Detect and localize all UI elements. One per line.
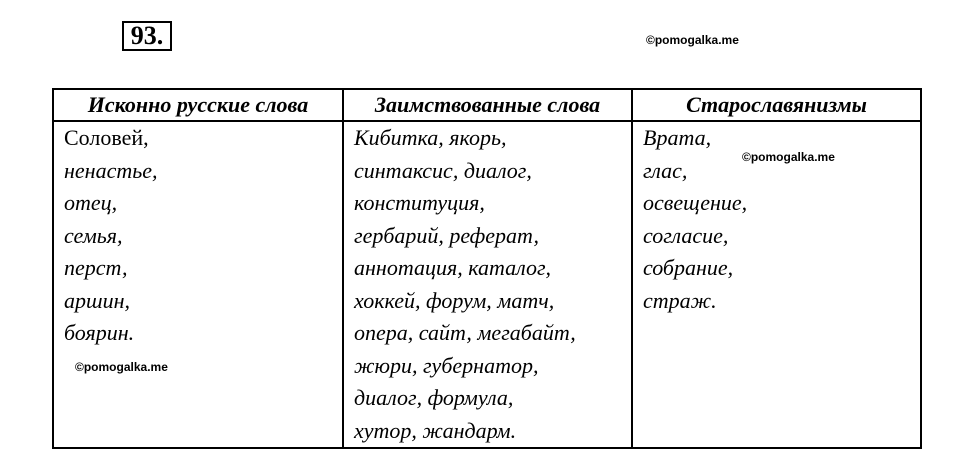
- column-header-native-russian: Исконно русские слова: [53, 89, 343, 121]
- borrowed-cell: [343, 121, 632, 448]
- word-line: Соловей,: [64, 125, 149, 150]
- word-line: синтаксис, диалог,: [354, 157, 532, 183]
- watermark: ©pomogalka.me: [646, 33, 739, 47]
- words-table: [52, 88, 922, 449]
- native-russian-cell: [53, 121, 343, 448]
- task-number: 93.: [122, 21, 172, 51]
- column-header-borrowed: Заимствованные слова: [343, 89, 632, 121]
- word-line: Кибитка, якорь,: [354, 125, 507, 150]
- word-line: гербарий, реферат,: [354, 222, 539, 248]
- watermark: ©pomogalka.me: [75, 360, 168, 374]
- watermark: ©pomogalka.me: [742, 150, 835, 164]
- word-line: отец,: [64, 190, 118, 215]
- word-line: опера, сайт, мегабайт,: [354, 320, 576, 345]
- column-header-old-slavonic: Старославянизмы: [632, 89, 921, 121]
- table-row: [53, 121, 921, 448]
- word-line: согласие,: [643, 222, 729, 248]
- old-slavonic-cell: [632, 121, 921, 448]
- word-line: Врата,: [643, 125, 712, 150]
- word-line: жюри, губернатор,: [354, 352, 539, 378]
- word-line: ненастье,: [64, 157, 158, 183]
- word-line: страж.: [643, 287, 717, 313]
- word-line: аршин,: [64, 287, 131, 313]
- word-line: диалог, формула,: [354, 385, 514, 410]
- word-line: перст,: [64, 255, 128, 280]
- word-line: хутор, жандарм.: [354, 417, 517, 443]
- word-line: освещение,: [643, 190, 748, 215]
- word-line: аннотация, каталог,: [354, 255, 552, 280]
- table-header-row: [53, 89, 921, 121]
- word-line: конституция,: [354, 190, 485, 215]
- word-line: семья,: [64, 222, 123, 248]
- word-line: хоккей, форум, матч,: [354, 287, 555, 313]
- word-line: глас,: [643, 157, 688, 183]
- word-line: боярин.: [64, 320, 135, 345]
- word-line: собрание,: [643, 255, 734, 280]
